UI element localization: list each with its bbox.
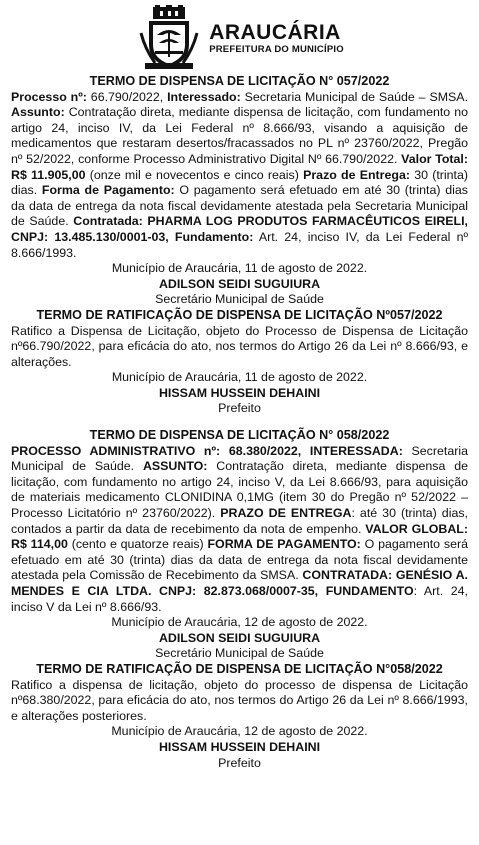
page (0, 2, 479, 845)
valor-label: VALOR GLOBAL: R$ 114,00 (11, 521, 469, 552)
forma-value: O pagamento será efetuado em até 30 (trinta) dias da data de entrega da nota fiscal devidamente atestada pela Secretaria Municipal de Saúde. (11, 183, 468, 229)
assunto-value: Contratação direta, mediante dispensa de licitação, com fundamento no artigo 24, inciso IV, da Lei Federal nº 8.666/93, visando a aquisição de medicamentos que restaram desertos/fracassados no PL nº 23760/2022, Pregão nº 52/2022, conforme Processo Administrativo Digital Nº 66.790/2022. (11, 105, 468, 166)
ratificacao-057-signer-role: Prefeito (218, 401, 261, 416)
prazo-value: 30 (trinta) dias. (11, 167, 468, 198)
ratificacao-058-title: TERMO DE RATIFICAÇÃO DE DISPENSA DE LICITAÇÃO N°058/2022 (36, 661, 443, 676)
forma-label: Forma de Pagamento: (41, 183, 175, 198)
ratificacao-058-body: Ratifico a dispensa de licitação, objeto do processo de dispensa de Licitação nº68.380/2022, para eficácia do ato, nos termos do Artigo 26 da Lei nº 8.666/1993, e alterações posteriores. (11, 677, 468, 723)
section-gap (11, 417, 468, 428)
contratada-label: CONTRATADA: GENÉSIO A. MENDES E CIA LTDA. CNPJ: 82.873.068/0007-35, FUNDAMENTO (11, 568, 468, 598)
brand-subtitle: PREFEITURA DO MUNICÍPIO (209, 43, 344, 55)
dispensa-057-title: TERMO DE DISPENSA DE LICITAÇÃO N° 057/2022 (89, 74, 390, 88)
ratificacao-058-date: Município de Araucária, 12 de agosto de 2022. (111, 724, 368, 739)
valor-label: Valor Total: R$ 11.905,00 (11, 151, 468, 182)
dispensa-057-date: Município de Araucária, 11 de agosto de 2022. (111, 261, 368, 276)
contratada-label: Contratada: PHARMA LOG PRODUTOS FARMACÊUTICOS EIRELI, CNPJ: 13.485.130/0001-03, Fundamento: (11, 214, 468, 244)
dispensa-057-signer-role: Secretário Municipal de Saúde (155, 292, 324, 307)
ratificacao-057-signer: HISSAM HUSSEIN DEHAINI (158, 385, 321, 400)
contratada-value: Art. 24, inciso IV, da Lei Federal nº 8.666/1993. (11, 229, 468, 260)
processo-label: Processo nº: (11, 89, 87, 104)
brand-name: ARAUCÁRIA (209, 20, 341, 44)
assunto-label: ASSUNTO: (142, 459, 208, 474)
prazo-label: PRAZO DE ENTREGA (220, 506, 352, 521)
ratificacao-057-title: TERMO DE RATIFICAÇÃO DE DISPENSA DE LICITAÇÃO Nº057/2022 (36, 307, 443, 322)
ratificacao-057 (11, 308, 468, 417)
contratada-value: : Art. 24, inciso V da Lei nº 8.666/93. (11, 584, 468, 614)
dispensa-058-title: TERMO DE DISPENSA DE LICITAÇÃO N° 058/2022 (89, 428, 390, 443)
processo-value: Secretaria Municipal de Saúde. (11, 443, 468, 474)
dispensa-058-signer-role: Secretário Municipal de Saúde (155, 646, 324, 661)
ratificacao-058 (11, 662, 468, 771)
interessado-label: Interessado: (167, 89, 241, 104)
processo-value: 66.790/2022, (86, 89, 168, 104)
ratificacao-057-body: Ratifico a Dispensa de Licitação, objeto do Processo de Dispensa de Licitação nº66.790/2022, para eficácia do ato, nos termos do Artigo 26 da Lei nº 8.666/93, e alterações. (11, 323, 468, 369)
city-seal-icon (135, 5, 203, 71)
assunto-label: Assunto: (11, 105, 65, 120)
dispensa-058-body (11, 444, 468, 616)
dispensa-057 (11, 74, 468, 308)
dispensa-058 (11, 428, 468, 662)
dispensa-058-date: Município de Araucária, 12 de agosto de 2022. (111, 615, 368, 630)
valor-value: (onze mil e novecentos e cinco reais) (85, 167, 304, 182)
prazo-label: Prazo de Entrega: (303, 167, 410, 182)
ratificacao-058-signer: HISSAM HUSSEIN DEHAINI (158, 739, 321, 754)
brand (209, 22, 344, 55)
processo-label: PROCESSO ADMINISTRATIVO nº: 68.380/2022, INTERESSADA: (11, 443, 403, 458)
header (11, 2, 468, 74)
dispensa-058-signer: ADILSON SEIDI SUGUIURA (158, 630, 321, 645)
assunto-value: Contratação direta, mediante dispensa de licitação, com fundamento no artigo 24, inciso V, da Lei 8.666/93, para aquisição de materiais medicamento CLONIDINA 0,1MG (item 30 do Pregão nº 52/2022 – Processo Licitatório nº 23760/2022). (11, 459, 468, 521)
valor-value: (cento e quatorze reais) (67, 537, 208, 552)
dispensa-057-signer: ADILSON SEIDI SUGUIURA (158, 276, 321, 291)
ratificacao-058-signer-role: Prefeito (218, 755, 261, 770)
ratificacao-057-date: Município de Araucária, 11 de agosto de 2022. (111, 370, 368, 385)
forma-value: O pagamento será efetuado em até 30 (trinta) dias da data de entrega da nota fiscal devidamente atestada pela Comissão de Recebimento da SMSA. (11, 537, 468, 583)
interessado-value: Secretaria Municipal de Saúde – SMSA. (240, 89, 469, 104)
dispensa-057-body (11, 90, 468, 262)
forma-label: FORMA DE PAGAMENTO: (207, 537, 361, 552)
prazo-value: : até 30 (trinta) dias, contados a partir da data de recebimento da nota de empenho. (11, 506, 468, 536)
